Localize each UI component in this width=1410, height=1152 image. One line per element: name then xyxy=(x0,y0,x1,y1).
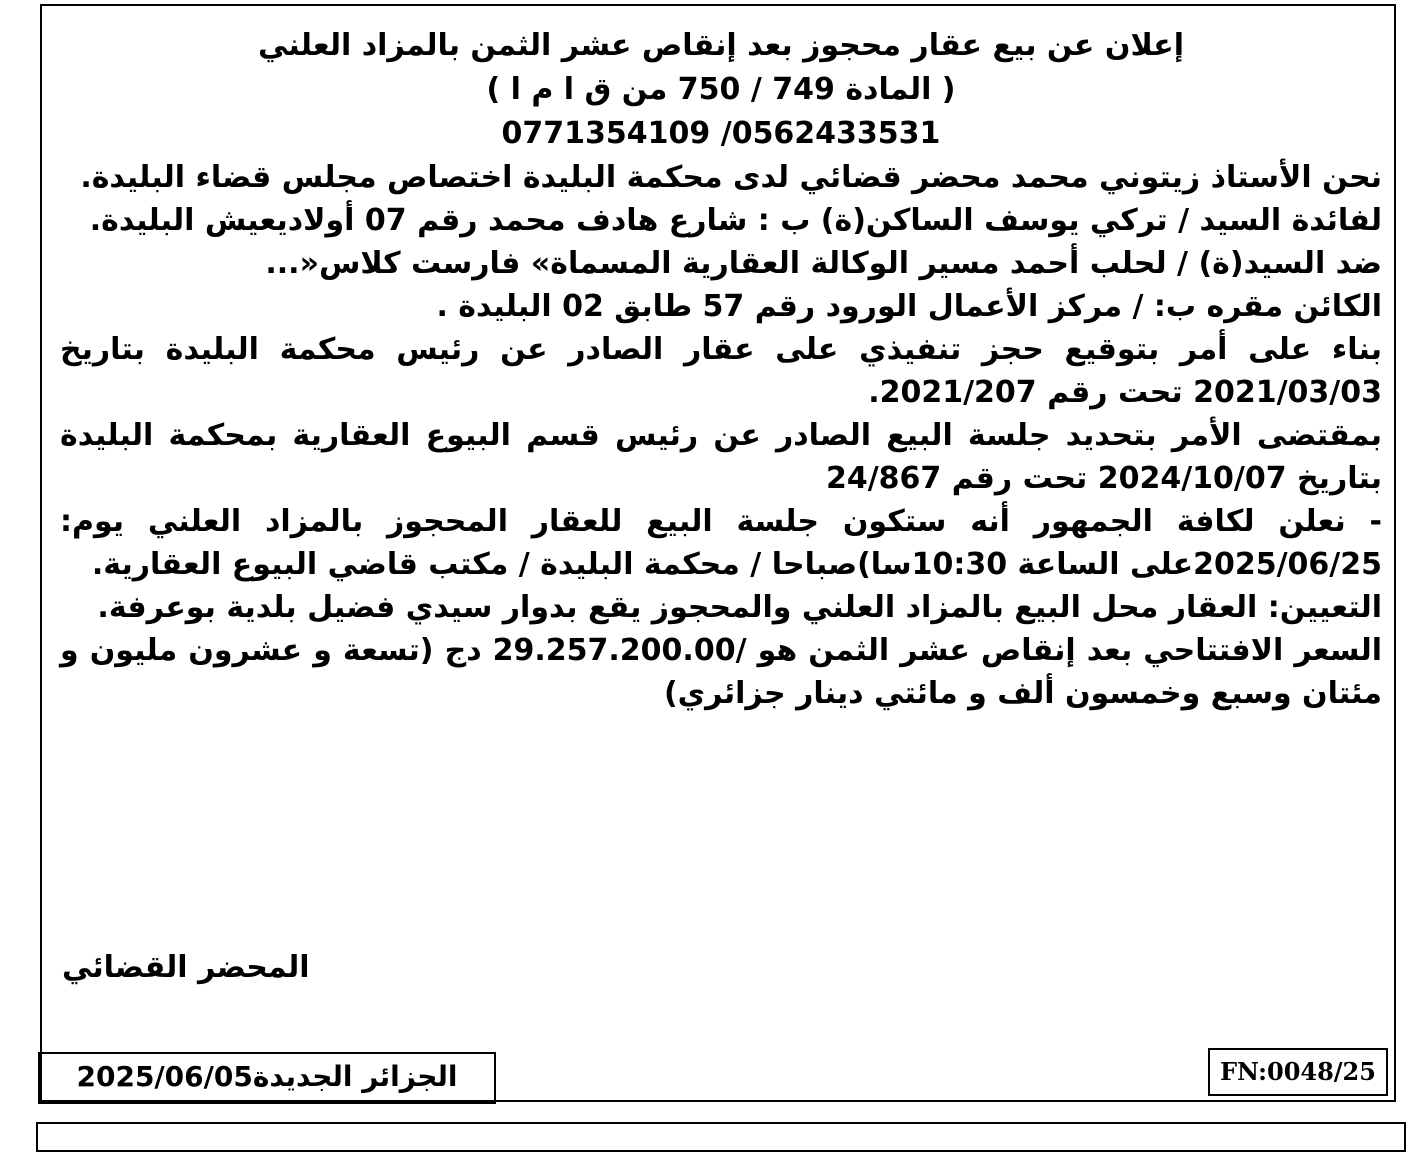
bailiff-intro: نحن الأستاذ زيتوني محمد محضر قضائي لدى محكمة البليدة اختصاص مجلس قضاء البليدة. xyxy=(80,160,1382,195)
seizure-order: بناء على أمر بتوقيع حجز تنفيذي على عقار الصادر عن رئيس محكمة البليدة بتاريخ 2021/03/03 تحت رقم 2021/207. xyxy=(60,332,1382,410)
auction-announcement: - نعلن لكافة الجمهور أنه ستكون جلسة البيع للعقار المحجوز بالمزاد العلني يوم: 2025/06/25على الساعة 10:30سا)صباحا / محكمة البليدة / مكتب قاضي البيوع العقارية. xyxy=(60,504,1382,582)
article-reference: ( المادة 749 / 750 من ق ا م ا ) xyxy=(486,72,956,107)
sale-session-order: بمقتضى الأمر بتحديد جلسة البيع الصادر عن رئيس قسم البيوع العقارية بمحكمة البليدة بتاريخ 2024/10/07 تحت رقم 24/867 xyxy=(60,418,1382,496)
defendant-address: الكائن مقره ب: / مركز الأعمال الورود رقم 57 طابق 02 البليدة . xyxy=(436,289,1382,324)
file-number-box: FN:0048/25 xyxy=(1208,1048,1388,1096)
phone-numbers: 0771354109 /0562433531 xyxy=(501,116,941,151)
opening-price: السعر الافتتاحي بعد إنقاص عشر الثمن هو /29.257.200.00 دج (تسعة و عشرون مليون و مئتان وسبع وخمسون ألف و مائتي دينار جزائري) xyxy=(60,633,1383,711)
beneficiary: لفائدة السيد / تركي يوسف الساكن(ة) ب : شارع هادف محمد رقم 07 أولاديعيش البليدة. xyxy=(89,203,1382,238)
notice-title: إعلان عن بيع عقار محجوز بعد إنقاص عشر الثمن بالمزاد العلني xyxy=(257,28,1185,63)
newspaper-date-box: الجزائر الجديدة2025/06/05 xyxy=(38,1052,496,1104)
property-designation: التعيين: العقار محل البيع بالمزاد العلني والمحجوز يقع بدوار سيدي فضيل بلدية بوعرفة. xyxy=(97,590,1382,625)
defendant: ضد السيد(ة) / لحلب أحمد مسير الوكالة العقارية المسماة» فارست كلاس«... xyxy=(265,246,1382,281)
bottom-border-strip xyxy=(36,1122,1406,1152)
signature-bailiff: المحضر القضائي xyxy=(62,950,310,985)
notice-content xyxy=(60,24,1382,715)
